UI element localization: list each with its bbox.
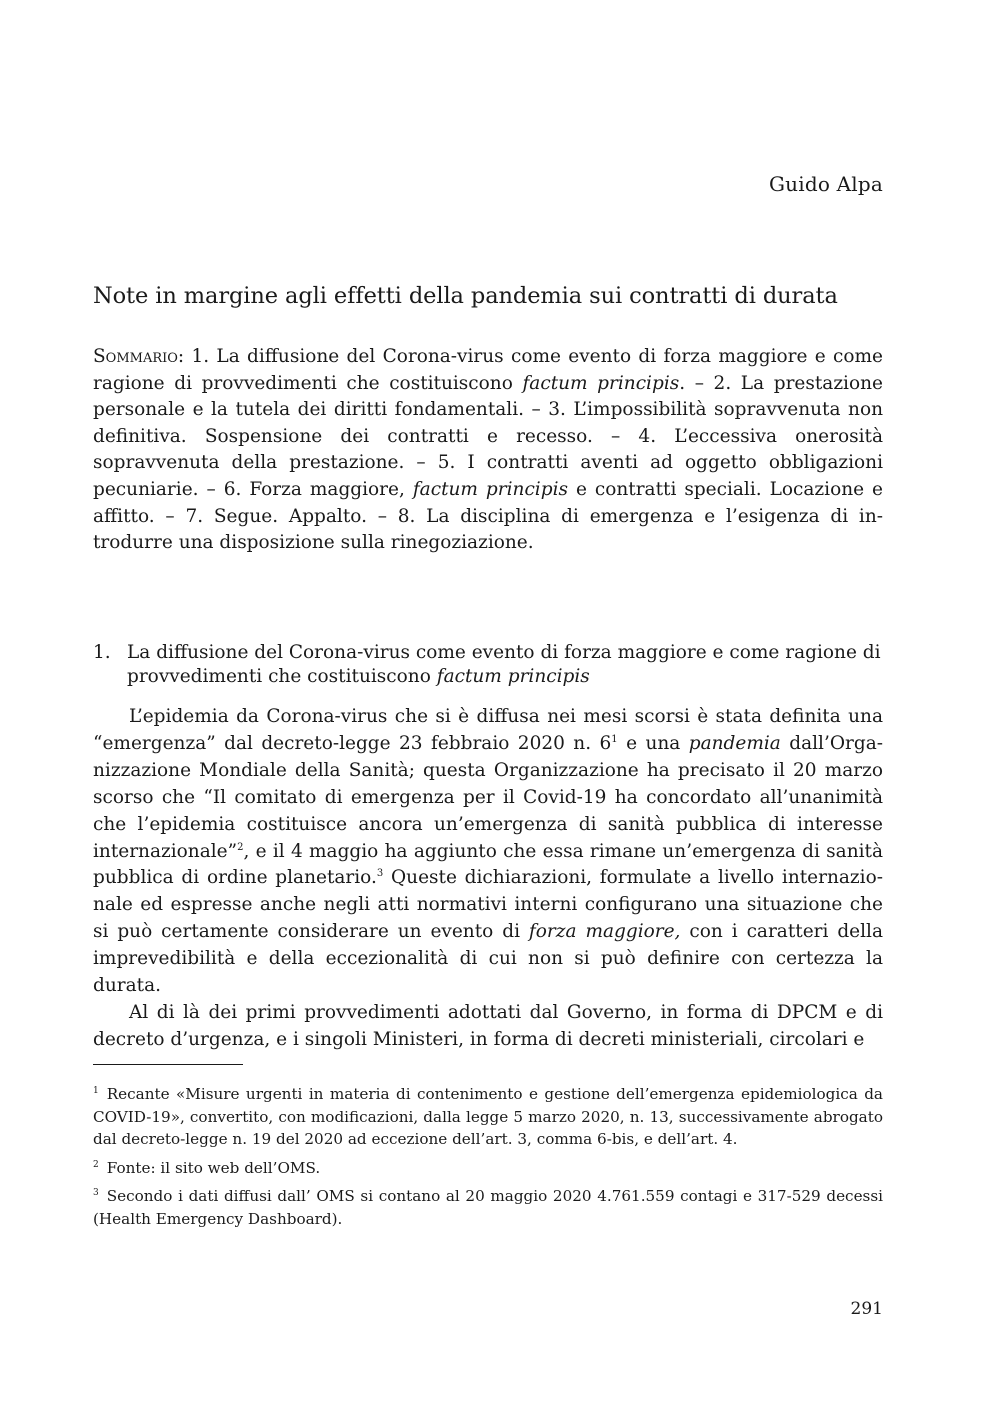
- summary-text: . – 2. La prestazione personale e la tutela dei diritti fondamentali. – 3. L’impossibilità sopravvenuta non definitiva. Sospensione dei contratti e recesso. – 4. L’eccessiva onerosità sopravvenuta della prestazione. – 5. I contratti aventi ad oggetto obbligazioni pecuniarie. – 6. Forza maggiore,: [93, 372, 883, 500]
- footnote-number: 2: [93, 1159, 99, 1170]
- section-heading: [93, 641, 883, 689]
- footnote-number: 3: [93, 1188, 99, 1198]
- footnote-divider: [93, 1064, 243, 1065]
- body-paragraph: Al di là dei primi provvedimenti adottati dal Governo, in forma di DPCM e di decreto d’urgenza, e i singoli Ministeri, in forma di decreti ministeriali, circolari e: [93, 1001, 883, 1050]
- footnotes: [93, 1083, 883, 1236]
- footnote-ref[interactable]: 3: [376, 868, 384, 880]
- footnote: $^1$ Recante «Misure urgenti in materia di contenimento e gestione dell’emergenza epidemiologica da COVID-19», convertito, con modificazioni, dalla legge 5 marzo 2020, n. 13, successivamente abrogato dal decreto-legge n. 19 del 2020 ad eccezione dell’art. 3, comma 6-bis, e dell’art. 4.: [93, 1085, 883, 1148]
- body-paragraph: L’epidemia da Corona-virus che si è diffusa nei mesi scorsi è stata definita una “emergenza” dal decreto-legge 23 febbraio 2020 n. $6^1$ e una pandemia dall’Organizzazione Mondiale della Sanità; questa Organizzazione ha precisato il 20 marzo scorso che “Il comitato di emergenza per il Covid-19 ha concordato all’unanimità che l’epidemia costituisce ancora un’emergenza di sanità pubblica di interesse internazionale”$^2$, e il 4 maggio ha aggiunto che essa rimane un’emergenza di sanità pubblica di ordine planetario.$^3$ Queste dichiarazioni, formulate a livello internazionale ed espresse anche negli atti normativi interni configurano una situazione che si può certamente considerare un evento di forza maggiore, con i caratteri della imprevedibilità e della eccezionalità di cui non si può definire con certezza la durata.: [93, 706, 883, 997]
- section-heading-text: La diffusione del Corona-virus come evento di forza maggiore e come ragione di provvedimenti che costituiscono factum principis: [127, 642, 881, 687]
- section-heading-italic: factum principis: [436, 666, 590, 687]
- body-text: [93, 704, 883, 1054]
- summary-italic: factum principis: [412, 478, 568, 500]
- author-name: Guido Alpa: [768, 172, 883, 196]
- summary-text: e contratti speciali. Locazione e affitto. – 7. Segue. Appalto. – 8. La disciplina di emergenza e l’esigenza di introdurre una disposizione sulla rinegoziazione.: [93, 478, 884, 554]
- footnote-ref[interactable]: 2: [237, 841, 244, 853]
- summary: [93, 344, 883, 557]
- footnote-ref[interactable]: 1: [611, 733, 618, 745]
- section-number: 1.: [93, 642, 111, 663]
- summary-label: Sommario:: [93, 346, 185, 367]
- page-number: 291: [850, 1299, 883, 1319]
- article-title: Note in margine agli effetti della pandemia sui contratti di durata: [93, 283, 838, 309]
- summary-text: 1. La diffusione del Corona-virus come evento di forza maggiore e come ragione di provvedimenti che costituiscono: [93, 346, 883, 394]
- footnote: $^2$ Fonte: il sito web dell’OMS.: [93, 1158, 321, 1177]
- summary-italic: factum principis: [522, 372, 680, 394]
- footnote: $^3$ Secondo i dati diffusi dall’ OMS si contano al 20 maggio 2020 4.761.559 contagi e 317-529 decessi (Health Emergency Dashboard).: [93, 1187, 883, 1228]
- footnote-number: 1: [93, 1086, 99, 1096]
